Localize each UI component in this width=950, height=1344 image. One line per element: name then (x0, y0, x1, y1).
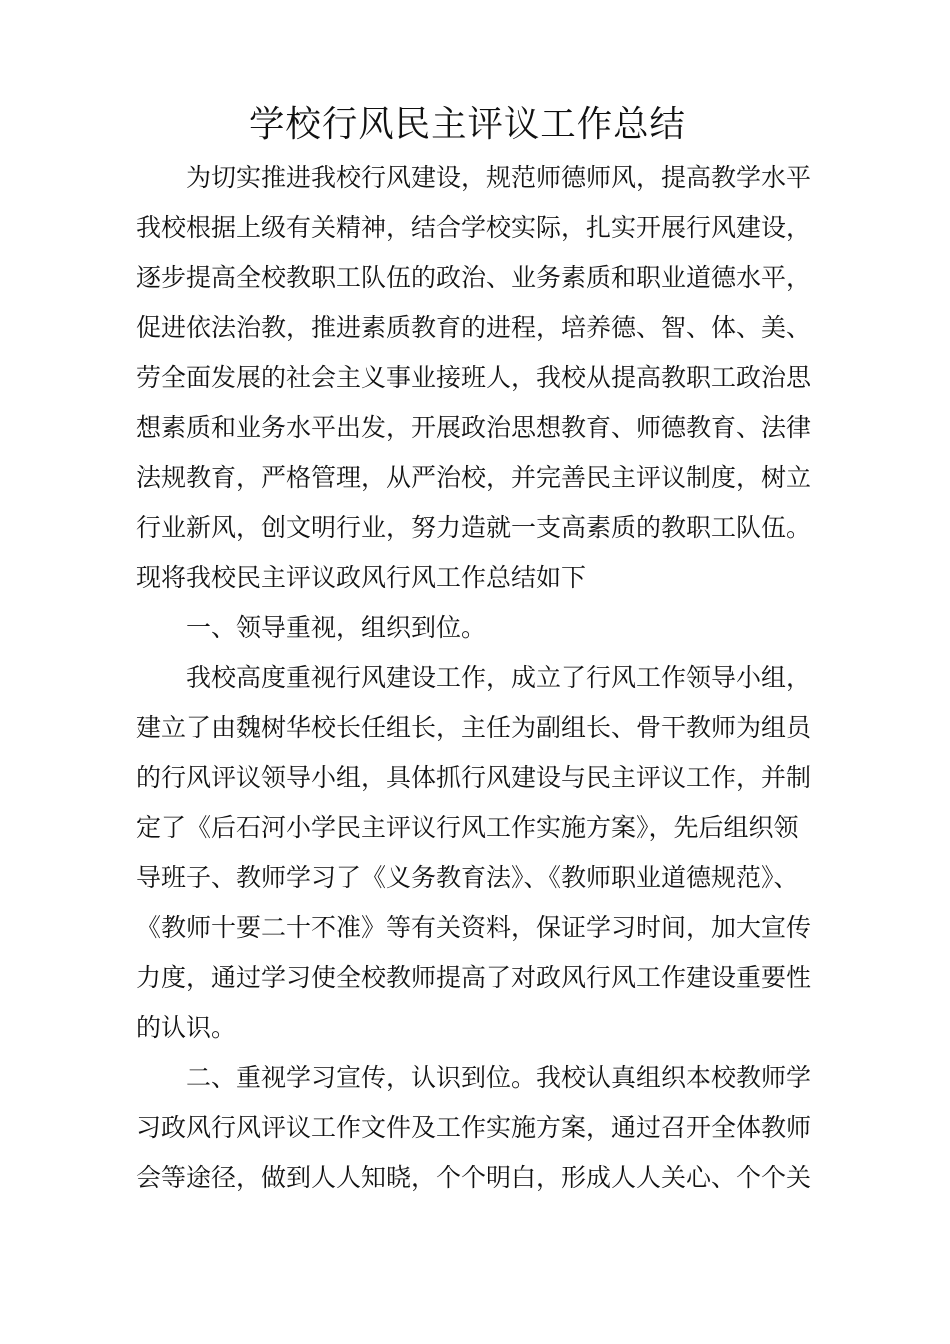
paragraph-line: 建立了由魏树华校长任组长，主任为副组长、骨干教师为组员 (136, 713, 812, 742)
paragraph-line: 为切实推进我校行风建设，规范师德师风，提高教学水平 (186, 163, 812, 192)
paragraph-line: 的行风评议领导小组，具体抓行风建设与民主评议工作，并制 (136, 763, 812, 792)
paragraph-line: 力度，通过学习使全校教师提高了对政风行风工作建设重要性 (136, 963, 812, 992)
paragraph-line: 现将我校民主评议政风行风工作总结如下 (136, 563, 587, 592)
paragraph-line: 我校根据上级有关精神，结合学校实际，扎实开展行风建设， (136, 213, 812, 242)
paragraph-line: 我校高度重视行风建设工作，成立了行风工作领导小组， (186, 663, 812, 692)
paragraph-line: 习政风行风评议工作文件及工作实施方案，通过召开全体教师 (136, 1113, 812, 1142)
paragraph-line: 劳全面发展的社会主义事业接班人，我校从提高教职工政治思 (136, 363, 812, 392)
paragraph-line: 会等途径，做到人人知晓，个个明白，形成人人关心、个个关 (136, 1163, 812, 1192)
paragraph-line: 《教师十要二十不准》等有关资料，保证学习时间，加大宣传 (136, 913, 812, 942)
paragraph-line: 的认识。 (136, 1013, 237, 1042)
document-title: 学校行风民主评议工作总结 (248, 104, 686, 145)
paragraph-line: 定了《后石河小学民主评议行风工作实施方案》，先后组织领 (136, 813, 799, 842)
paragraph-line: 想素质和业务水平出发，开展政治思想教育、师德教育、法律 (136, 413, 812, 442)
paragraph-line: 导班子、教师学习了《义务教育法》、《教师职业道德规范》、 (136, 863, 799, 892)
section-heading: 一、领导重视，组织到位。 (186, 613, 487, 642)
paragraph-line: 行业新风，创文明行业，努力造就一支高素质的教职工队伍。 (136, 513, 812, 542)
paragraph-line: 二、重视学习宣传，认识到位。我校认真组织本校教师学 (186, 1063, 812, 1092)
paragraph-line: 逐步提高全校教职工队伍的政治、业务素质和职业道德水平， (136, 263, 812, 292)
paragraph-line: 促进依法治教，推进素质教育的进程，培养德、智、体、美、 (136, 313, 812, 342)
paragraph-line: 法规教育，严格管理，从严治校，并完善民主评议制度，树立 (136, 463, 812, 492)
